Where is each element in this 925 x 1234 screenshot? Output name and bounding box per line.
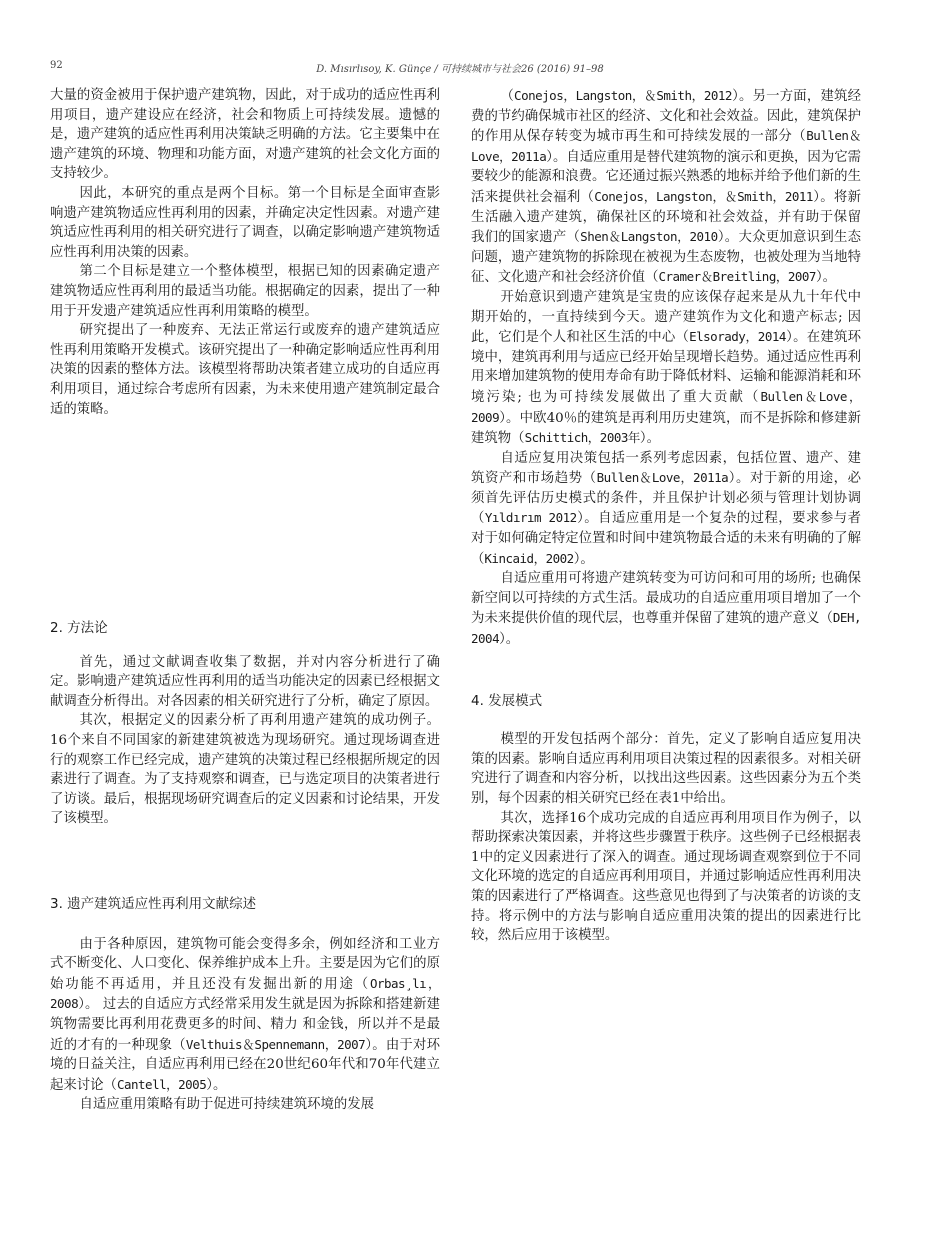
section-heading-literature-review: 3. 遗产建筑适应性再利用文献综述 [50,896,257,913]
text-run: （ [500,89,515,104]
citation-link[interactable]: Shen＆Langston，2010 [580,229,718,245]
citation-link[interactable]: Bullen＆Love，2009 [471,388,861,425]
citation-link[interactable]: Velthuis＆Spennemann，2007 [185,1036,366,1052]
citation-link[interactable]: Cramer＆Breitling，2007 [658,269,816,285]
citation-link[interactable]: Orbas¸lı，2008 [50,975,440,1012]
paragraph [471,569,861,649]
paragraph: 首先，通过文献调查收集了数据，并对内容分析进行了确定。影响遗产建筑适应性再利用的适当功能决定的因素已经根据文献调查分析得出。对各因素的相关研究进行了分析，确定了原因。 [50,654,440,709]
citation-link[interactable]: Bullen＆Love，2011a [596,470,729,486]
text-run: ）。对于新的用途，必须首先评估历史模式的条件，并且保护计划必须与管理计划协调（ [471,471,861,527]
paragraph [471,86,861,288]
citation-link[interactable]: Bullen＆Love，2011a [471,128,861,164]
page-number: 92 [50,60,63,71]
text-run: ）。自适应重用是一个复杂的过程，要求参与者对于如何确定特定位置和时间中建筑物最合适的未来有明确的了解（ [471,511,861,567]
text-run: 开始意识到遗产建筑是宝贵的应该保存起来是从九十年代中期开始的，一直持续到今天。遗产建筑作为文化和遗产标志; 因此，它们是个人和社区生活的中心（ [471,289,861,346]
text-run: ）。 [815,270,837,286]
citation-link[interactable]: Yıldırım 2012 [484,510,577,526]
text-run: ）。 [206,1077,227,1093]
paragraph: 大量的资金被用于保护遗产建筑物，因此，对于成功的适应性再利用项目，遗产建设应在经济，社会和物质上可持续发展。遗憾的是，遗产建筑的适应性再利用决策缺乏明确的方法。它主要集中在遗产建筑的环境、物理和功能方面，对遗产建筑的社会文化方面的支持较少。 [50,88,440,182]
citation-link[interactable]: Kincaid，2002 [484,550,574,566]
paragraph: 模型的开发包括两个部分：首先，定义了影响自适应复用决策的因素。影响自适应再利用项目决策过程的因素很多。对相关研究进行了调查和内容分析，以找出这些因素。这些因素分为五个类别，每个因素的相关研究已经在表1中给出。 [471,732,861,806]
citation-link[interactable]: DEH, 2004 [471,610,861,647]
text-run: ）。另一方面，建筑经费的节约确保城市社区的经济、文化和社会效益。因此，建筑保护的作用从保存转变为城市再生和可持续发展的一部分（ [471,89,861,145]
paragraph: 其次，根据定义的因素分析了再利用遗产建筑的成功例子。16个来自不同国家的新建建筑被选为现场研究。通过现场调查进行的观察工作已经完成，遗产建筑的决策过程已经根据所规定的因素进行了调查。为了支持观察和调查，已与选定项目的决策者进行了访谈。最后，根据现场研究调查后的定义因素和讨论结果，开发了该模型。 [50,713,440,827]
text-run: 自适应重用可将遗产建筑转变为可访问和可用的场所; 也确保新空间以可持续的方式生活。最成功的自适应重用项目增加了一个为未来提供价值的现代层，也尊重并保留了建筑的遗产意义（ [471,571,861,627]
left-column [50,86,440,1115]
text-run: 自适应复用决策包括一系列考虑因素，包括位置、遗产、建筑资产和市场趋势（ [471,450,861,487]
section-heading-methodology: 2. 方法论 [50,620,108,637]
section-heading-development-model: 4. 发展模式 [471,692,543,709]
text-run: ）。由于对环境的日益关注，自适应再利用已经在20世纪60年代和70年代建立起来讨论（ [50,1037,440,1093]
journal-citation: D. Mısırlısoy, K. Günçe / 可持续城市与社会26 (2016) 91–98 [316,64,604,75]
citation-link[interactable]: Conejos，Langston，＆Smith，2012 [514,88,732,103]
text-run: ）。将新生活融入遗产建筑，确保社区的环境和社会效益，并有助于保留 我们的国家遗产（ [471,189,861,246]
citation-link[interactable]: Schittich，2003年 [524,430,640,446]
paragraph [50,935,440,1096]
paragraph: 自适应重用策略有助于促进可持续建筑环境的发展 [79,1097,375,1113]
paragraph [471,288,861,449]
text-run: ）。大众更加意识到生态问题，遗产建筑物的拆除现在被视为生态废物，也被处理为当地特征、文化遗产和社会经济价值（ [471,230,862,286]
text-run: ）。 [499,632,520,648]
citation-link[interactable]: Elsorady，2014 [689,329,786,345]
paragraph [471,449,861,570]
citation-link[interactable]: Conejos，Langston，＆Smith，2011 [594,188,813,204]
text-run: ）。在建筑环境中，建筑再利用与适应已经开始呈现增长趋势。通过适应性再利用来增加建筑物的使用寿命有助于降低材料、运输和能源消耗和环境污染; 也为可持续发展做出了重大贡献（ [471,330,861,405]
paragraph: 研究提出了一种废弃、无法正常运行或废弃的遗产建筑适应性再利用策略开发模式。该研究提出了一种确定影响适应性再利用决策的因素的整体方法。该模型将帮助决策者建立成功的自适应再利用项目，通过综合考虑所有因素，为未来使用遗产建筑制定最合适的策略。 [50,323,440,417]
text-run: 由于各种原因，建筑物可能会变得多余，例如经济和工业方式不断变化、人口变化、保养维护成本上升。主要是因为它们的原始功能不再适用，并且还没有发掘出新的用途（ [50,936,440,992]
paragraph: 因此，本研究的重点是两个目标。第一个目标是全面审查影响遗产建筑物适应性再利用的因素，并确定决定性因素。对遗产建筑适应性再利用的相关研究进行了调查，以确定影响遗产建筑物适应性再利用决策的因素。 [50,185,440,260]
right-column [471,86,861,946]
text-run: ）。 过去的自适应方式经常采用发生就是因为拆除和搭建新建筑物需要比再利用花费更多的时间、精力 和金钱，所以并不是最近的才有的一种现象（ [50,997,440,1053]
citation-link[interactable]: Cantell，2005 [116,1076,207,1092]
text-run: ）。 [573,551,594,567]
text-run: ）。自适应重用是替代建筑物的演示和更换，因为它需要较少的能源和浪费。它还通过振兴熟悉的地标并给予他们新的生活来提供社会福利（ [471,149,861,205]
text-run: ）。中欧40％的建筑是再利用历史建筑，而不是拆除和修建新建筑物（ [471,410,861,447]
paragraph: 其次，选择16个成功完成的自适应再利用项目作为例子，以帮助探索决策因素，并将这些步骤置于秩序。这些例子已经根据表1中的定义因素进行了深入的调查。通过现场调查观察到位于不同文化环境的选定的自适应再利用项目，并通过影响适应性再利用决策的因素进行了严格调查。这些意见也得到了与决策者的访谈的支持。将示例中的方法与影响自适应重用决策的提出的因素进行比较，然后应用于该模型。 [471,810,861,944]
text-run: ）。 [639,431,660,447]
paragraph: 第二个目标是建立一个整体模型，根据已知的因素确定遗产建筑物适应性再利用的最适当功能。根据确定的因素，提出了一种用于开发遗产建筑适应性再利用策略的模型。 [50,264,440,319]
running-header [50,60,870,76]
